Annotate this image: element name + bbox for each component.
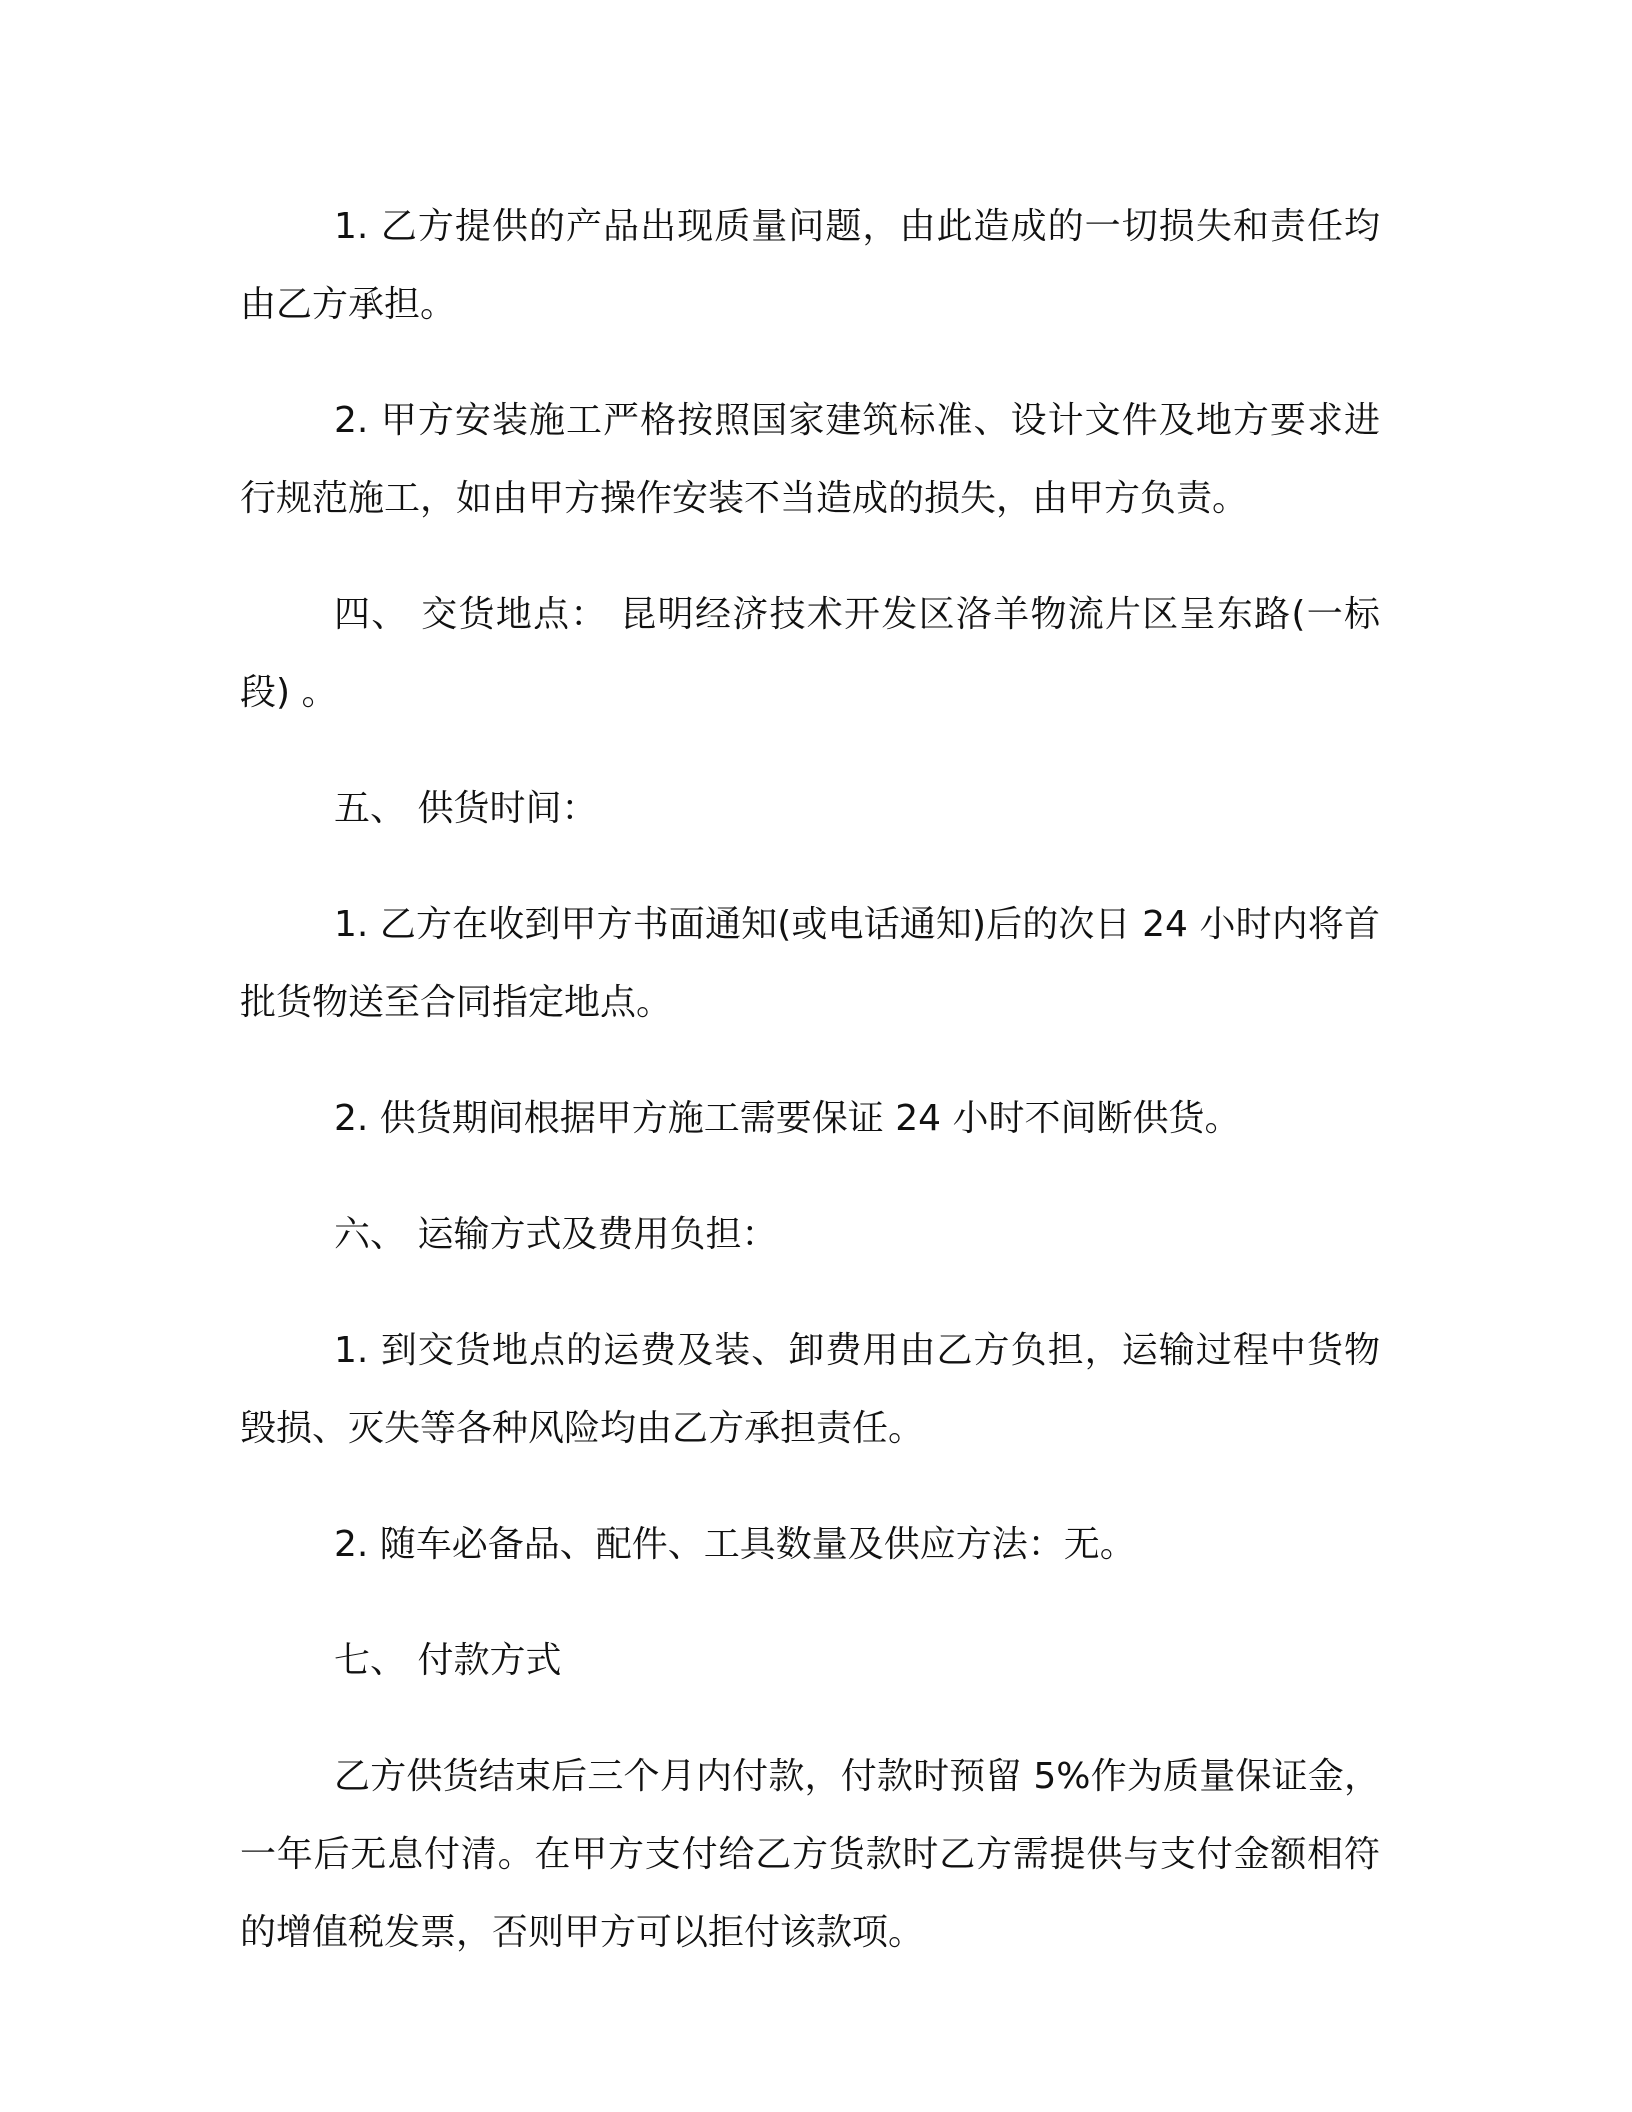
clause-continuous-supply: 2. 供货期间根据甲方施工需要保证 24 小时不间断供货。 <box>334 1098 1241 1139</box>
section-supply-time-heading: 五、 供货时间： <box>334 788 598 829</box>
clause-transport-costs: 1. 到交货地点的运费及装、卸费用由乙方负担，运输过程中货物毁损、灭失等各种风险均由乙方承担责任。 <box>240 1330 1380 1449</box>
clause-quality-responsibility: 1. 乙方提供的产品出现质量问题，由此造成的一切损失和责任均由乙方承担。 <box>240 206 1380 325</box>
clause-accessories: 2. 随车必备品、配件、工具数量及供应方法：无。 <box>334 1524 1136 1565</box>
clause-installation-responsibility: 2. 甲方安装施工严格按照国家建筑标准、设计文件及地方要求进行规范施工，如由甲方操作安装不当造成的损失，由甲方负责。 <box>240 400 1380 519</box>
clause-first-delivery: 1. 乙方在收到甲方书面通知(或电话通知)后的次日 24 小时内将首批货物送至合同指定地点。 <box>240 904 1380 1023</box>
section-transport-heading: 六、 运输方式及费用负担： <box>334 1214 778 1255</box>
section-delivery-location: 四、 交货地点： 昆明经济技术开发区洛羊物流片区呈东路(一标段) 。 <box>240 594 1380 713</box>
section-payment-heading: 七、 付款方式 <box>334 1640 562 1681</box>
document-body <box>240 188 1380 2010</box>
clause-payment-terms: 乙方供货结束后三个月内付款，付款时预留 5%作为质量保证金，一年后无息付清。在甲方支付给乙方货款时乙方需提供与支付金额相符的增值税发票，否则甲方可以拒付该款项。 <box>240 1756 1380 1953</box>
